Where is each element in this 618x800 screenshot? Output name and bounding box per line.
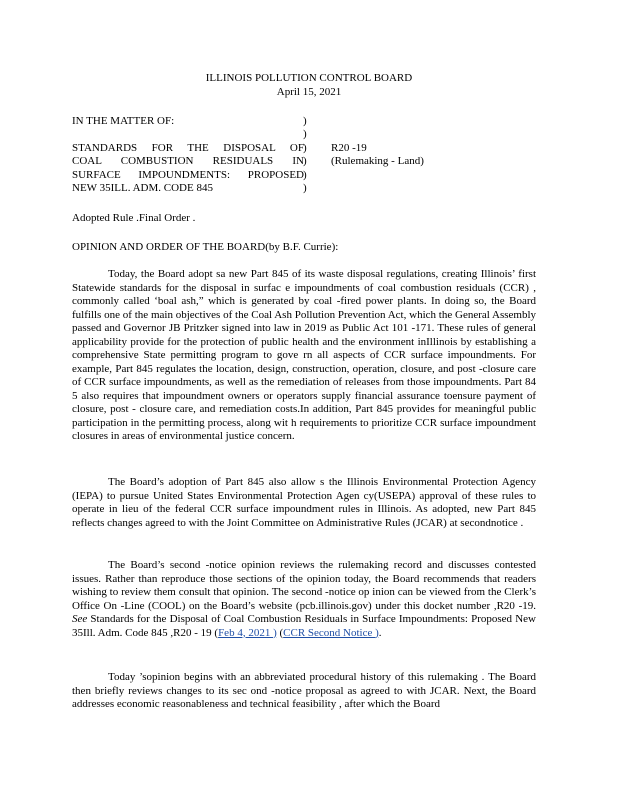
docket-number: R20 -19	[331, 142, 367, 154]
opinion-heading: OPINION AND ORDER OF THE BOARD(by B.F. Currie):	[72, 241, 339, 253]
citation-text: Standards for the Disposal of Coal Combustion Residuals in Surface Impoundments: Proposed New 35Ill. Adm. Code 845 ,R20 - 19	[72, 613, 536, 639]
docket-block	[331, 142, 424, 169]
caption-paren: )	[303, 155, 307, 168]
caption-line: SURFACE IMPOUNDMENTS: PROPOSED	[72, 168, 304, 181]
document-date: April 15, 2021	[276, 86, 342, 98]
caption-line: IN THE MATTER OF:	[72, 115, 175, 127]
feb-2021-link[interactable]: Feb 4, 2021 )	[218, 626, 277, 639]
docket-note: (Rulemaking - Land)	[331, 155, 424, 168]
caption-paren: )	[303, 128, 307, 141]
case-caption	[72, 115, 312, 195]
board-name: ILLINOIS POLLUTION CONTROL BOARD	[205, 72, 413, 84]
caption-line: STANDARDS FOR THE DISPOSAL OF	[72, 141, 304, 154]
caption-line: COAL COMBUSTION RESIDUALS IN	[72, 155, 304, 168]
paragraph-1: Today, the Board adopt sa new Part 845 of its waste disposal regulations, creating Illinois’ first Statewide standards for the disposal in surfac e impoundments of coal combustion residuals (CCR) , commonly called ‘boal ash,” which is generated by coal -fired power plants. In doing so, the Board fulfills one of the main objectives of the Coal Ash Pollution Prevention Act, which the General Assembly passed and Governor JB Pritzker signed into law in 2019 as Public Act 101 -171. These rules of general applicability provide for the protection of public health and the environment inIllinois by establishing a comprehensive State permitting program to gove rn all aspects of CCR surface impoundments. For example, Part 845 regulates the location, design, construction, operation, closure, and post -closure care of CCR surface impoundments, as well as the remediation of releases from those impoundments. Part 84 5 also requires that impoundment owners or operators supply financial assurance toensure payment of closure, post - closure care, and remediation costs.In addition, Part 845 provides for meaningful public participation in the permitting process, along wit h requirements to prioritize CCR surface impoundment closures in areas of environmental justice concern.	[72, 268, 536, 442]
caption-parentheses	[303, 115, 307, 195]
caption-paren: )	[303, 168, 307, 181]
paragraph-4: Today ’sopinion begins with an abbreviated procedural history of this rulemaking . The Board then briefly reviews changes to its sec ond -notice proposal as agreed to with JCAR. Next, the Board addresses economic reasonableness and technical feasibility , after which the Board	[72, 671, 536, 710]
ccr-second-notice-link[interactable]: CCR Second Notice )	[283, 626, 379, 639]
caption-line: NEW 35ILL. ADM. CODE 845	[72, 181, 213, 194]
paragraph-3: The Board’s second -notice opinion reviews the rulemaking record and discusses contested issues. Rather than reproduce those sections of the opinion today, the Board recommends that readers wishing to review them consult that opinion. The second -notice op inion can be viewed from the Clerk’s Office On -Line (COOL) on the Board’s website (pcb.illinois.gov) under this docket number ,R20 -19. See Standards for the Disposal of Coal Combustion Residuals in Surface Impoundments: Proposed New 35Ill. Adm. Code 845 ,R20 - 19 (Feb 4, 2021 ) (CCR Second Notice ).	[72, 559, 536, 639]
paragraph-3-text: The Board’s second -notice opinion reviews the rulemaking record and discusses contested issues. Rather than reproduce those sections of the opinion today, the Board recommends that readers wishing to review them consult that opinion. The second -notice op inion can be viewed from the Clerk’s Office On -Line (COOL) on the Board’s website (pcb.illinois.gov) under this docket number ,R20 -19.	[72, 559, 536, 612]
adopted-line: Adopted Rule .Final Order .	[72, 212, 196, 224]
caption-paren: )	[303, 115, 307, 127]
see-signal: See	[72, 613, 88, 625]
paragraph-2: The Board’s adoption of Part 845 also allow s the Illinois Environmental Protection Agency (IEPA) to pursue United States Environmental Protection Agen cy(USEPA) approval of these rules to operate in lieu of the federal CCR surface impoundment rules in Illinois. As adopted, new Part 845 reflects changes agreed to with the Joint Committee on Administrative Rules (JCAR) at secondnotice .	[72, 476, 536, 529]
caption-paren: )	[303, 141, 307, 154]
caption-line	[72, 128, 312, 141]
caption-paren: )	[303, 181, 307, 194]
